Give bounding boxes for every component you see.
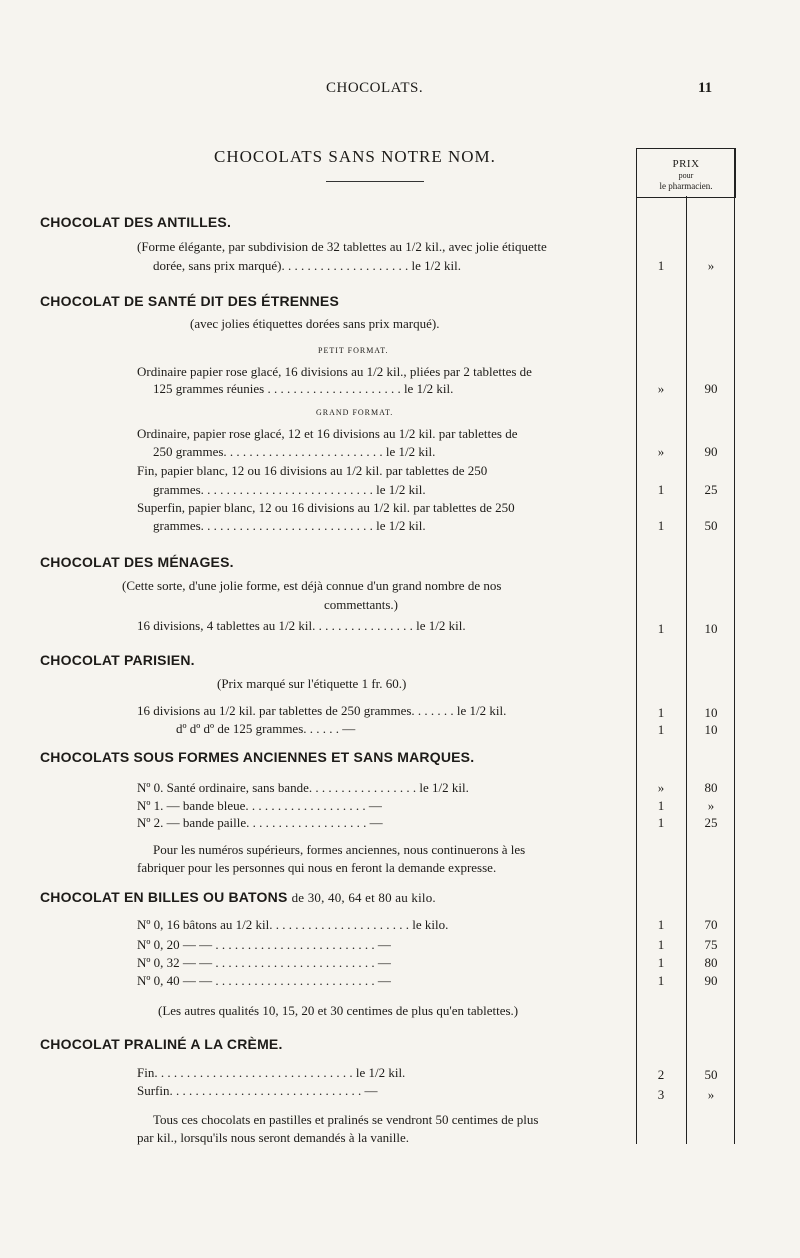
billes-heading: CHOCOLAT EN BILLES OU BATONS: [40, 889, 288, 905]
price-centimes: 10: [704, 722, 718, 737]
billes-heading-tail: de 30, 40, 64 et 80 au kilo.: [291, 890, 436, 905]
running-title: CHOCOLATS.: [326, 80, 424, 96]
price-centimes: 80: [704, 955, 718, 970]
menages-desc-2: commettants.): [324, 597, 399, 612]
parisien-desc: (Prix marqué sur l'étiquette 1 fr. 60.): [217, 676, 407, 691]
section-heading-sante: CHOCOLAT DE SANTÉ DIT DES ÉTRENNES: [40, 293, 340, 309]
praline-note-2: par kil., lorsqu'ils nous seront demandés à la vanille.: [137, 1130, 410, 1145]
page-number: 11: [698, 80, 713, 96]
price-centimes: 50: [704, 518, 718, 533]
formes-note-2: fabriquer pour les personnes qui nous en feront la demande expresse.: [137, 860, 497, 875]
section-heading-billes: [40, 889, 436, 906]
price-header-title: PRIX: [672, 158, 700, 170]
sante-p1-line1: Ordinaire papier rose glacé, 16 divisions au 1/2 kil., pliées par 2 tablettes de: [137, 364, 532, 379]
billes-line-4: Nº 0, 40 — — . . . . . . . . . . . . . . . . . . . . . . . . . —: [137, 973, 391, 988]
price-centimes: »: [707, 258, 715, 273]
price-centimes: 90: [704, 444, 718, 459]
price-column-header: [636, 148, 736, 198]
price-centimes: 90: [704, 381, 718, 396]
formes-line-2: Nº 2. — bande paille. . . . . . . . . . . . . . . . . . . —: [137, 815, 383, 830]
price-francs: 1: [657, 917, 665, 932]
price-francs: 1: [657, 937, 665, 952]
sante-p1-line2: 125 grammes réunies . . . . . . . . . . . . . . . . . . . . . le 1/2 kil.: [153, 381, 454, 396]
price-header-line2: le pharmacien.: [659, 181, 713, 191]
price-centimes: 10: [704, 621, 718, 636]
title-rule: [326, 181, 424, 182]
parisien-line-2: dº dº dº de 125 grammes. . . . . . —: [176, 721, 356, 736]
billes-line-1: Nº 0, 16 bâtons au 1/2 kil. . . . . . . . . . . . . . . . . . . . . . le kilo.: [137, 917, 449, 932]
parisien-line-1: 16 divisions au 1/2 kil. par tablettes de 250 grammes. . . . . . . le 1/2 kil.: [137, 703, 507, 718]
price-column-divider: [686, 196, 687, 1144]
price-francs: 1: [657, 798, 665, 813]
price-centimes: 25: [704, 482, 718, 497]
praline-line-1: Fin. . . . . . . . . . . . . . . . . . . . . . . . . . . . . . . le 1/2 kil.: [137, 1065, 406, 1080]
price-centimes: 80: [704, 780, 718, 795]
price-centimes: »: [707, 1087, 715, 1102]
sante-g3-line1: Superfin, papier blanc, 12 ou 16 divisions au 1/2 kil. par tablettes de 250: [137, 500, 515, 515]
price-francs: 1: [657, 621, 665, 636]
price-francs: 1: [657, 973, 665, 988]
section-heading-antilles: CHOCOLAT DES ANTILLES.: [40, 214, 232, 230]
menages-line: 16 divisions, 4 tablettes au 1/2 kil. . . . . . . . . . . . . . . . le 1/2 kil.: [137, 618, 466, 633]
section-heading-praline: CHOCOLAT PRALINÉ A LA CRÈME.: [40, 1036, 283, 1052]
price-francs: 1: [657, 705, 665, 720]
price-francs: 1: [657, 258, 665, 273]
price-francs: 1: [657, 955, 665, 970]
price-column-left-rule: [636, 196, 637, 1144]
formes-line-1: Nº 1. — bande bleue. . . . . . . . . . . . . . . . . . . —: [137, 798, 382, 813]
sante-g2-line2: grammes. . . . . . . . . . . . . . . . . . . . . . . . . . . le 1/2 kil.: [153, 482, 426, 497]
price-centimes: 90: [704, 973, 718, 988]
price-francs: »: [657, 381, 665, 396]
sante-g3-line2: grammes. . . . . . . . . . . . . . . . . . . . . . . . . . . le 1/2 kil.: [153, 518, 426, 533]
price-francs: »: [657, 444, 665, 459]
main-title: CHOCOLATS SANS NOTRE NOM.: [214, 147, 496, 166]
price-centimes: 75: [704, 937, 718, 952]
subheading-grand-format: GRAND FORMAT.: [316, 408, 394, 417]
price-francs: 1: [657, 815, 665, 830]
section-heading-menages: CHOCOLAT DES MÉNAGES.: [40, 554, 234, 570]
sante-g2-line1: Fin, papier blanc, 12 ou 16 divisions au 1/2 kil. par tablettes de 250: [137, 463, 488, 478]
price-francs: 1: [657, 722, 665, 737]
sante-desc: (avec jolies étiquettes dorées sans prix marqué).: [190, 316, 440, 331]
price-column-right-rule: [734, 148, 735, 1144]
praline-note-1: Tous ces chocolats en pastilles et pralinés se vendront 50 centimes de plus: [153, 1112, 539, 1127]
formes-note-1: Pour les numéros supérieurs, formes anciennes, nous continuerons à les: [153, 842, 526, 857]
billes-line-3: Nº 0, 32 — — . . . . . . . . . . . . . . . . . . . . . . . . . —: [137, 955, 391, 970]
price-centimes: 25: [704, 815, 718, 830]
price-centimes: 50: [704, 1067, 718, 1082]
section-heading-formes: CHOCOLATS SOUS FORMES ANCIENNES ET SANS MARQUES.: [40, 749, 475, 765]
formes-line-0: Nº 0. Santé ordinaire, sans bande. . . . . . . . . . . . . . . . . le 1/2 kil.: [137, 780, 469, 795]
antilles-desc-2: dorée, sans prix marqué). . . . . . . . . . . . . . . . . . . . le 1/2 kil.: [153, 258, 461, 273]
menages-desc-1: (Cette sorte, d'une jolie forme, est déjà connue d'un grand nombre de nos: [122, 578, 502, 593]
price-francs: 3: [657, 1087, 665, 1102]
section-heading-parisien: CHOCOLAT PARISIEN.: [40, 652, 195, 668]
price-header-line1: pour: [678, 171, 694, 180]
price-centimes: 10: [704, 705, 718, 720]
sante-g1-line1: Ordinaire, papier rose glacé, 12 et 16 divisions au 1/2 kil. par tablettes de: [137, 426, 518, 441]
sante-g1-line2: 250 grammes. . . . . . . . . . . . . . . . . . . . . . . . . le 1/2 kil.: [153, 444, 436, 459]
price-francs: »: [657, 780, 665, 795]
price-francs: 1: [657, 482, 665, 497]
price-centimes: »: [707, 798, 715, 813]
billes-note: (Les autres qualités 10, 15, 20 et 30 centimes de plus qu'en tablettes.): [158, 1003, 519, 1018]
billes-line-2: Nº 0, 20 — — . . . . . . . . . . . . . . . . . . . . . . . . . —: [137, 937, 391, 952]
praline-line-2: Surfin. . . . . . . . . . . . . . . . . . . . . . . . . . . . . . —: [137, 1083, 378, 1098]
subheading-petit-format: PETIT FORMAT.: [318, 346, 389, 355]
price-centimes: 70: [704, 917, 718, 932]
price-francs: 2: [657, 1067, 665, 1082]
price-francs: 1: [657, 518, 665, 533]
antilles-desc-1: (Forme élégante, par subdivision de 32 tablettes au 1/2 kil., avec jolie étiquette: [137, 239, 547, 254]
